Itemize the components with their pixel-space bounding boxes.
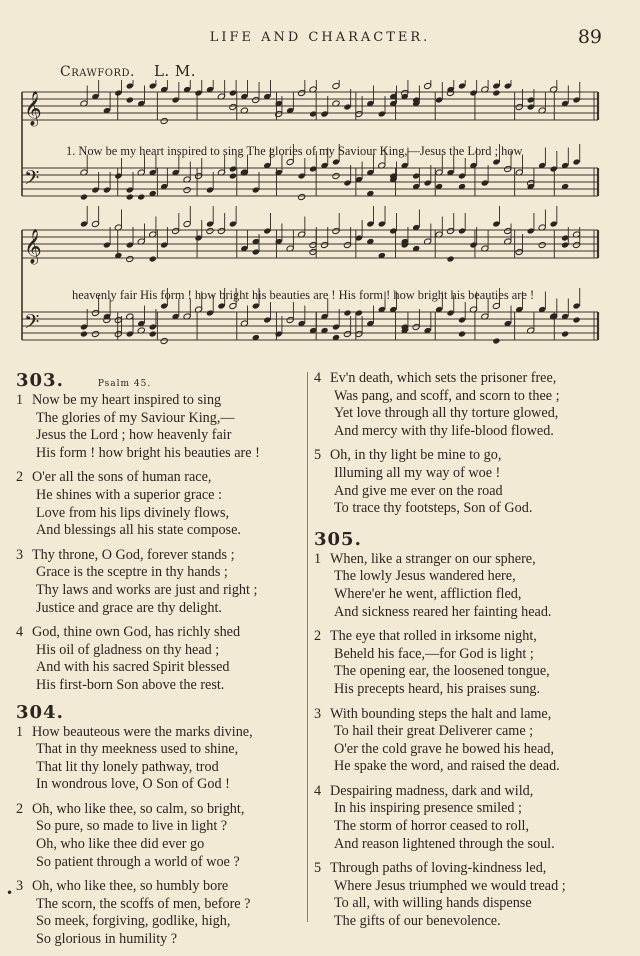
verse-text: Was pang, and scoff, and scorn to thee ; [334,387,560,404]
verse-text: To trace thy footsteps, Son of God. [334,500,533,517]
verse-line [16,801,316,819]
stanza-number: 2 [16,800,24,817]
verse-text: Oh, who like thee did ever go [36,836,205,853]
verse-line [314,500,614,518]
stanza-number: 1 [314,550,322,567]
verse-line [16,469,316,487]
verse-text: And give me ever on the road [334,482,503,499]
verse-line [16,600,316,618]
verse-text: His oil of gladness on thy head ; [36,641,220,658]
clef-signs [24,91,42,338]
verse-text: And mercy with thy life-blood flowed. [334,422,554,439]
note-head [126,255,134,262]
stanza [314,370,614,440]
verse-line [314,818,614,836]
page-header [0,26,640,50]
treble-clef-icon: 𝄞 [24,91,42,126]
verse-text: With bounding steps the halt and lame, [330,705,552,722]
verse-text: And reason lightened through the soul. [334,835,555,852]
stanza [314,783,614,853]
verse-line [314,646,614,664]
stanza-number: 4 [16,624,24,641]
note-head [298,193,306,200]
hymn-number [314,529,614,550]
verse-line [314,465,614,483]
note-head [149,255,157,262]
hymn-number-text: 304. [16,701,64,723]
score-lyrics-line-2: heavenly fair His form ! how bright his beauties are ! His form ! how bright his beauties are ! [72,288,535,302]
note-head [183,186,191,193]
verse-line [16,677,316,695]
verse-line [314,706,614,724]
stanza-number: 5 [314,860,322,877]
verse-line [314,628,614,646]
note-head [160,337,168,344]
verse-text: Oh, in thy light be mine to go, [330,447,502,464]
verse-line [314,681,614,699]
verse-line [16,741,316,759]
left-column [16,370,316,956]
verse-line [314,836,614,854]
verse-line [314,783,614,801]
verse-text: So patient through a world of woe ? [36,853,240,870]
verse-line [16,724,316,742]
stanza [16,878,316,948]
verse-text: In wondrous love, O Son of God ! [36,776,230,793]
note-head [80,330,88,337]
verse-line [314,913,614,931]
verse-text: So pure, so made to live in light ? [36,818,228,835]
verse-text: God, thine own God, has richly shed [32,624,241,641]
verse-text: To all, with willing hands dispense [334,895,532,912]
note-head [446,255,454,262]
verse-text: Grace is the sceptre in thy hands ; [36,564,228,581]
verse-text: Oh, who like thee, so calm, so bright, [32,800,245,817]
verse-text: Love from his lips divinely flows, [36,504,230,521]
tune-heading [60,62,196,80]
hymn-number [16,370,316,391]
verse-line [16,522,316,540]
verse-line [314,604,614,622]
note-head [343,309,351,316]
verse-text: His precepts heard, his praises sung. [334,680,541,697]
verse-text: In his inspiring presence smiled ; [334,800,522,817]
verse-line [314,423,614,441]
verse-text: Thy laws and works are just and right ; [36,581,258,598]
note-head [458,330,466,337]
verse-line [16,505,316,523]
verse-text: Ev'n death, which sets the prisoner free, [330,370,557,386]
verse-line [16,582,316,600]
verse-line [314,860,614,878]
verse-line [314,895,614,913]
note-head [91,330,99,337]
verse-line [16,896,316,914]
verse-text: To hail their great Deliverer came ; [334,723,534,740]
stanza [16,801,316,871]
verse-line [16,931,316,949]
note-head [206,227,214,234]
verse-text: His form ! how bright his beauties are ! [36,444,260,461]
note-head [561,330,569,337]
note-head [137,193,145,200]
hymn-number-text: 303. [16,370,64,391]
note-head [229,172,237,179]
verse-line [314,370,614,388]
verse-text: And with his sacred Spirit blessed [36,659,230,676]
verse-text: The glories of my Saviour King,— [36,409,235,426]
margin-mark: • [6,886,14,900]
tune-name: Crawford. [60,64,135,80]
music-score [0,80,640,366]
verse-text: Where Jesus triumphed we would tread ; [334,877,566,894]
verse-line [314,723,614,741]
verse-line [16,659,316,677]
stanza [16,724,316,794]
verse-line [16,392,316,410]
verse-text: The storm of horror ceased to roll, [334,818,530,835]
verse-line [16,818,316,836]
stanza-number: 3 [16,878,24,895]
stanza [314,551,614,621]
verse-text: Justice and grace are thy delight. [36,599,222,616]
stanza-number: 5 [314,447,322,464]
verse-line [16,487,316,505]
bass-clef-icon: 𝄢 [24,310,40,338]
hymn-number-text: 305. [314,528,362,550]
verse-text: And sickness reared her fainting head. [334,603,552,620]
verse-text: When, like a stranger on our sphere, [330,550,536,567]
verse-line [314,568,614,586]
verse-line [16,564,316,582]
verse-line [314,405,614,423]
note-head [80,193,88,200]
verse-text: O'er all the sons of human race, [32,469,212,486]
verse-text: So meek, forgiving, godlike, high, [36,913,231,930]
verse-line [314,551,614,569]
note-head [492,337,500,344]
note-head [160,117,168,124]
verse-line [314,483,614,501]
note-head [332,172,340,179]
tune-meter: L. M. [153,62,197,80]
verse-text: The scorn, the scoffs of men, before ? [36,895,251,912]
stanza-number: 1 [16,392,24,408]
treble-clef-icon: 𝄞 [24,229,42,264]
verse-text: How beauteous were the marks divine, [32,723,253,740]
verse-text: That in thy meekness used to shine, [36,741,239,758]
verse-line [16,427,316,445]
verse-line [16,854,316,872]
verse-text: That lit thy lonely pathway, trod [36,758,219,775]
note-head [572,316,580,323]
note-head [126,193,134,200]
note-head [149,330,157,337]
verse-line [314,758,614,776]
verse-line [16,445,316,463]
verse-text: Jesus the Lord ; how heavenly fair [36,427,232,444]
hymn-number [16,702,316,723]
verse-line [16,913,316,931]
verse-line [314,663,614,681]
verse-text: Despairing madness, dark and wild, [330,782,534,799]
note-head [126,96,134,103]
note-head [538,241,546,248]
running-title: LIFE AND CHARACTER. [209,30,431,45]
stanza [16,624,316,694]
stanza [314,447,614,517]
verse-text: Yet love through all thy torture glowed, [334,405,559,422]
verse-text: Now be my heart inspired to sing [32,392,222,408]
verse-text: The opening ear, the loosened tongue, [334,663,550,680]
verse-text: He spake the word, and raised the dead. [334,758,560,775]
stanza-number: 1 [16,723,24,740]
verse-line [16,878,316,896]
verse-text: Through paths of loving-kindness led, [330,860,547,877]
verse-text: Oh, who like thee, so humbly bore [32,878,229,895]
verse-line [16,776,316,794]
bass-clef-icon: 𝄢 [24,166,40,194]
hymn-source-note: Psalm 45. [97,379,152,389]
verse-line [314,800,614,818]
stanza-number: 4 [314,370,322,386]
stanza-number: 4 [314,782,322,799]
verse-text: He shines with a superior grace : [36,486,222,503]
score-lyrics-line-1: 1. Now be my heart inspired to sing The glories of my Saviour King,—Jesus the Lord ; how [66,144,523,158]
verse-line [314,388,614,406]
stanza [16,392,316,462]
verse-line [16,624,316,642]
stanza [16,469,316,539]
verse-line [16,836,316,854]
verse-text: The eye that rolled in irksome night, [330,628,537,645]
verse-line [314,741,614,759]
verse-text: Beheld his face,—for God is light ; [334,645,534,662]
verse-text: And blessings all his state compose. [36,522,241,539]
stanza [16,547,316,617]
verse-text: The lowly Jesus wandered here, [334,568,516,585]
verse-text: Thy throne, O God, forever stands ; [32,546,235,563]
verse-line [16,759,316,777]
note-head [492,89,500,96]
verse-text: Illuming all my way of woe ! [334,464,501,481]
verse-line [314,447,614,465]
note-head [229,103,237,110]
stanza [314,628,614,698]
stanza-number: 3 [314,705,322,722]
page-number: 89 [577,26,602,48]
stanza [314,860,614,930]
verse-line [16,547,316,565]
verse-line [314,878,614,896]
verse-line [16,642,316,660]
verse-line [314,586,614,604]
right-column [314,370,614,938]
stanza-number: 2 [16,469,24,486]
verse-text: O'er the cold grave he bowed his head, [334,740,555,757]
verse-text: So glorious in humility ? [36,931,178,948]
verse-text: His first-born Son above the rest. [36,676,225,693]
stanza [314,706,614,776]
stanza-number: 2 [314,628,322,645]
verse-text: Where'er he went, affliction fled, [334,585,522,602]
verse-text: The gifts of our benevolence. [334,913,501,930]
stanza-number: 3 [16,546,24,563]
verse-line [16,410,316,428]
